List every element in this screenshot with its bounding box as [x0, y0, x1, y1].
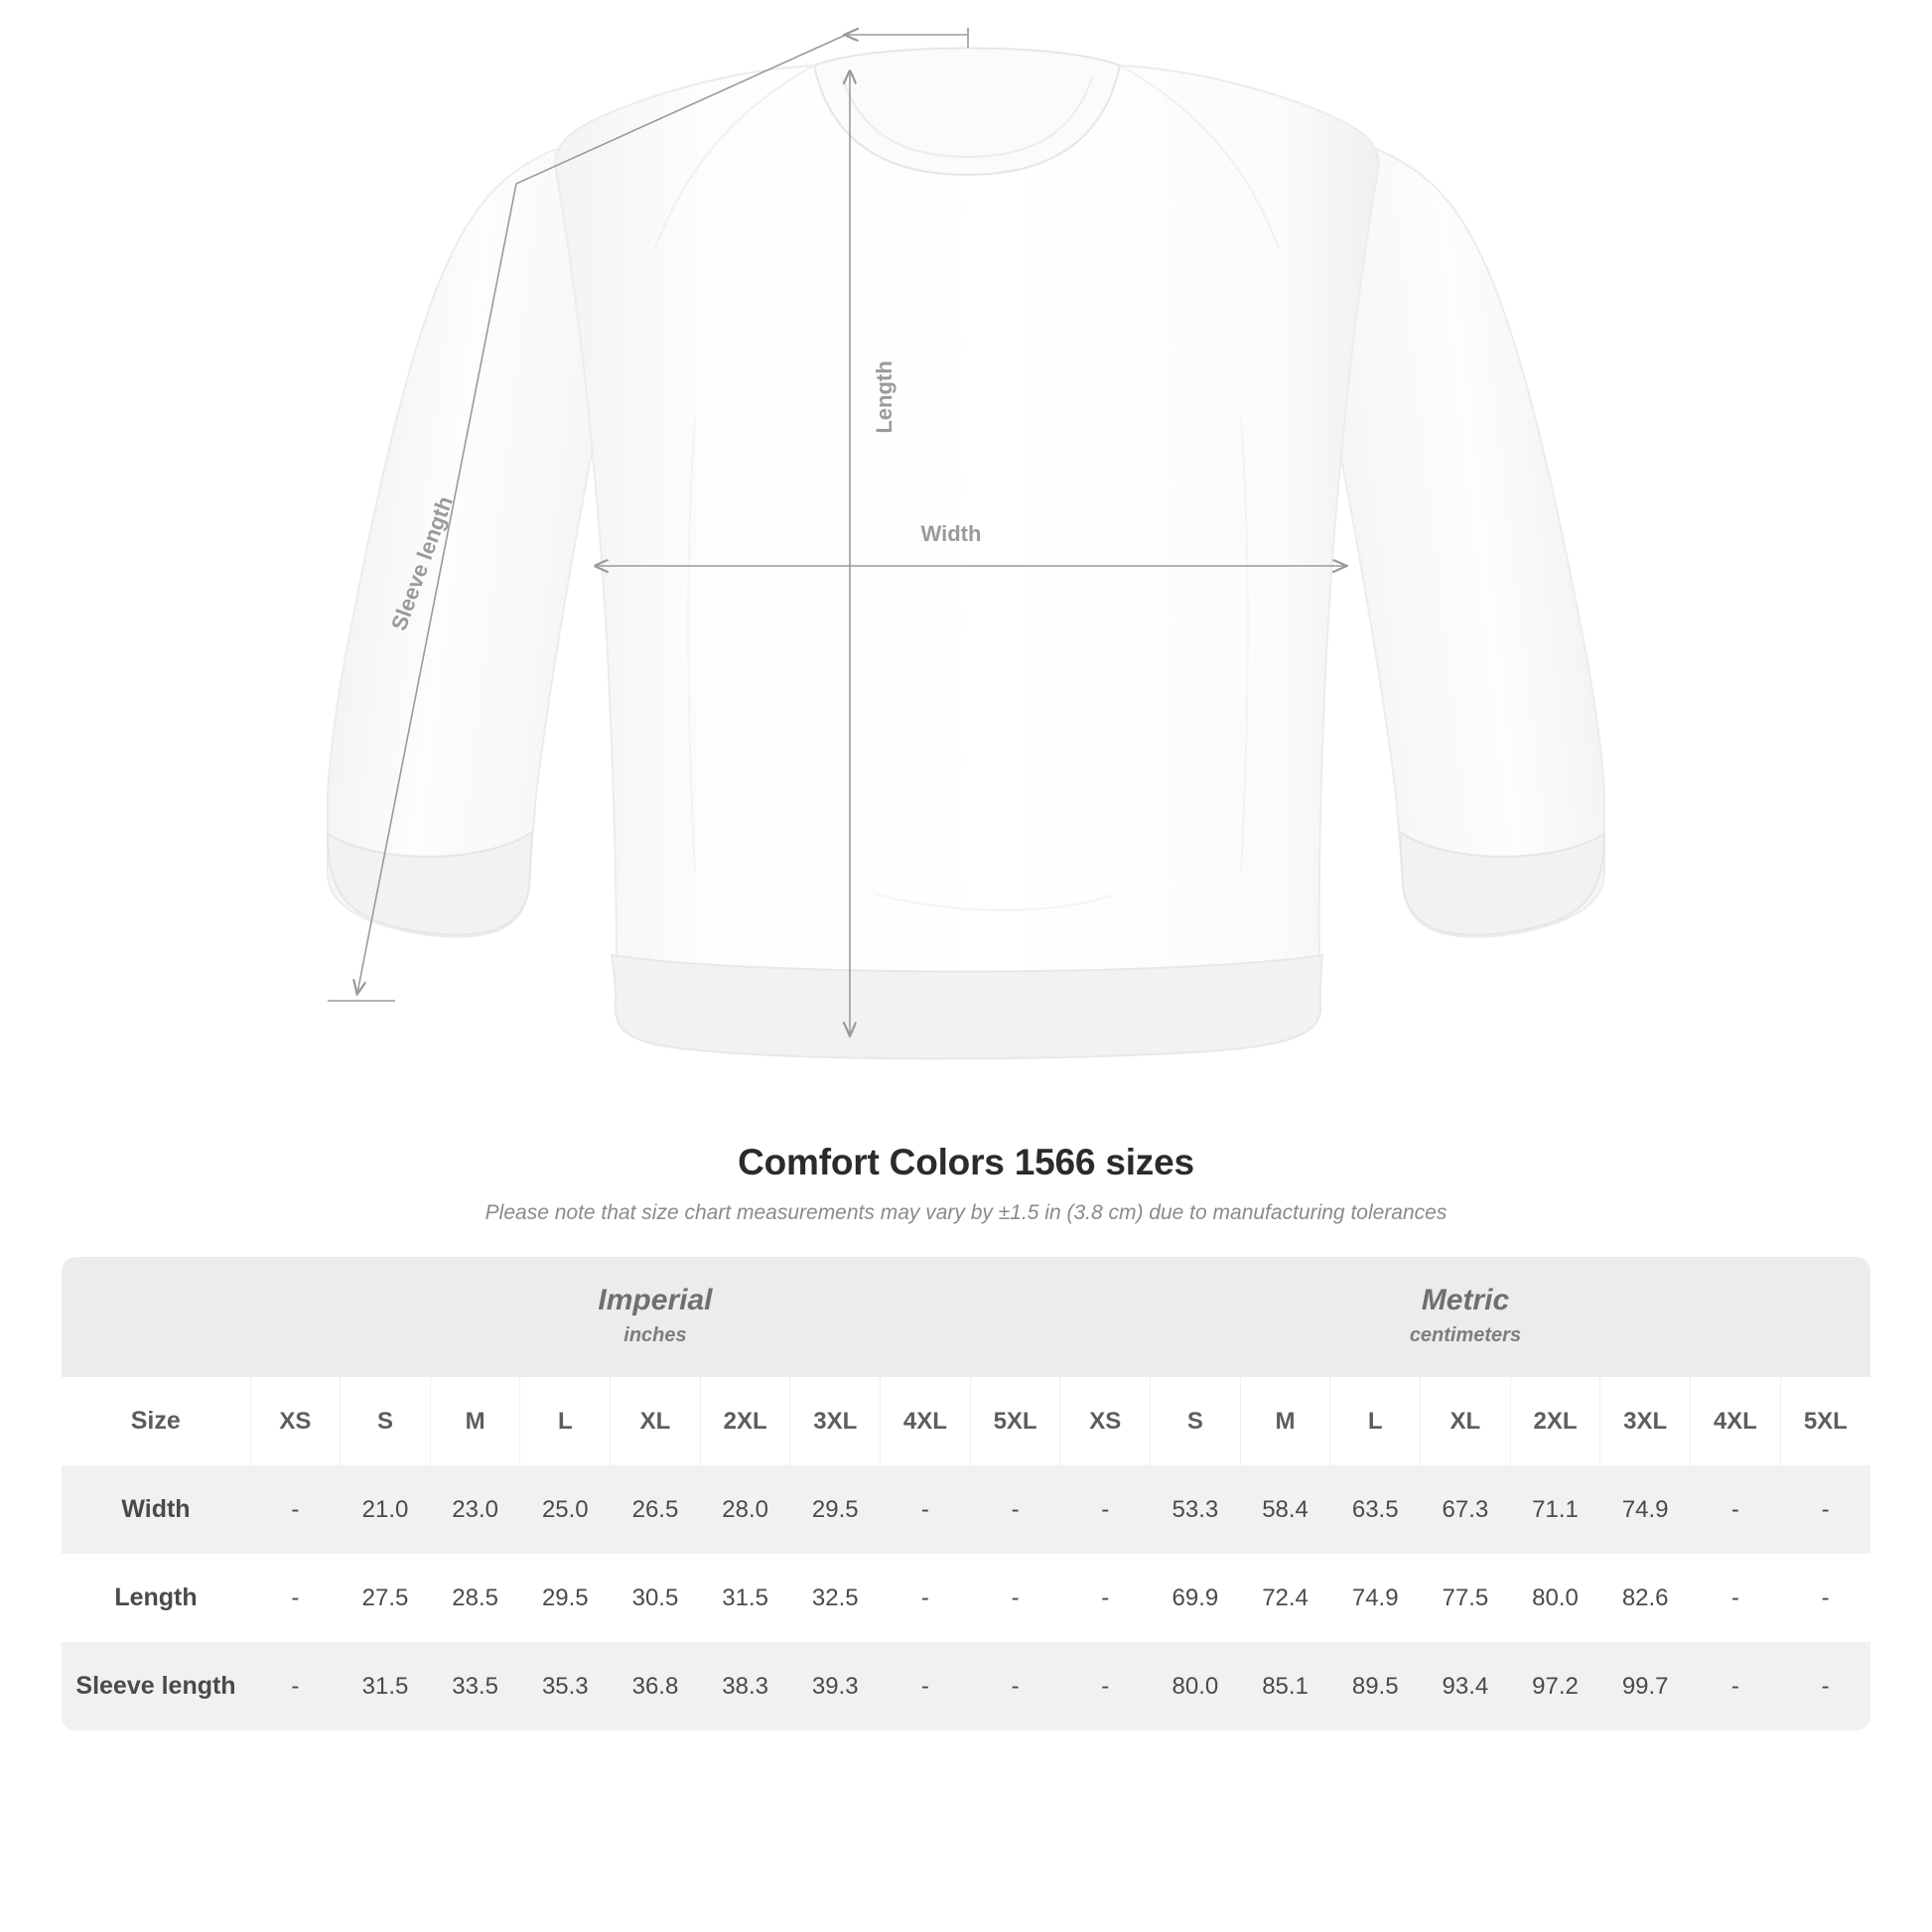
cell-sleeve-17: -: [1780, 1642, 1870, 1730]
table-row: [62, 1465, 1870, 1554]
cell-width-12: 63.5: [1330, 1465, 1421, 1554]
size-header-row: [62, 1377, 1870, 1465]
cell-width-9: -: [1060, 1465, 1151, 1554]
cell-width-4: 26.5: [611, 1465, 701, 1554]
tolerance-note: Please note that size chart measurements may vary by ±1.5 in (3.8 cm) due to manufacturing tolerances: [484, 1201, 1448, 1224]
cell-sleeve-8: -: [970, 1642, 1060, 1730]
cell-length-6: 32.5: [790, 1554, 881, 1642]
cell-sleeve-2: 33.5: [430, 1642, 520, 1730]
size-header-3xl-imperial: 3XL: [790, 1377, 881, 1465]
cell-width-0: -: [250, 1465, 341, 1554]
sweatshirt-graphic: [328, 49, 1604, 1059]
cell-length-14: 80.0: [1510, 1554, 1600, 1642]
cell-length-8: -: [970, 1554, 1060, 1642]
size-table: [62, 1257, 1870, 1730]
cell-sleeve-13: 93.4: [1421, 1642, 1511, 1730]
cell-width-7: -: [881, 1465, 971, 1554]
cell-length-1: 27.5: [341, 1554, 431, 1642]
size-table-wrapper: [62, 1257, 1870, 1730]
length-label: Length: [872, 360, 897, 434]
cell-sleeve-14: 97.2: [1510, 1642, 1600, 1730]
cell-sleeve-6: 39.3: [790, 1642, 881, 1730]
cell-length-7: -: [881, 1554, 971, 1642]
size-header-4xl-imperial: 4XL: [881, 1377, 971, 1465]
unit-group-metric-name: Metric: [1421, 1284, 1510, 1316]
cell-sleeve-5: 38.3: [700, 1642, 790, 1730]
cell-length-10: 69.9: [1151, 1554, 1241, 1642]
cell-sleeve-11: 85.1: [1240, 1642, 1330, 1730]
table-row: [62, 1554, 1870, 1642]
row-label-sleeve-length: Sleeve length: [62, 1642, 250, 1730]
size-header-xl-metric: XL: [1421, 1377, 1511, 1465]
unit-corner-cell: [62, 1257, 250, 1377]
unit-group-metric-sub: centimeters: [1409, 1324, 1522, 1346]
cell-length-16: -: [1691, 1554, 1781, 1642]
cell-sleeve-1: 31.5: [341, 1642, 431, 1730]
cell-width-11: 58.4: [1240, 1465, 1330, 1554]
cell-width-3: 25.0: [520, 1465, 611, 1554]
cell-length-3: 29.5: [520, 1554, 611, 1642]
cell-width-5: 28.0: [700, 1465, 790, 1554]
cell-width-16: -: [1691, 1465, 1781, 1554]
cell-width-13: 67.3: [1421, 1465, 1511, 1554]
cell-length-9: -: [1060, 1554, 1151, 1642]
size-header-m-imperial: M: [430, 1377, 520, 1465]
row-label-width: Width: [62, 1465, 250, 1554]
size-header-xs-metric: XS: [1060, 1377, 1151, 1465]
unit-group-metric: [1060, 1257, 1870, 1377]
cell-length-0: -: [250, 1554, 341, 1642]
cell-width-15: 74.9: [1600, 1465, 1691, 1554]
cell-sleeve-7: -: [881, 1642, 971, 1730]
size-header-2xl-metric: 2XL: [1510, 1377, 1600, 1465]
table-row: [62, 1642, 1870, 1730]
size-header-label: Size: [62, 1377, 250, 1465]
cell-sleeve-10: 80.0: [1151, 1642, 1241, 1730]
size-header-l-imperial: L: [520, 1377, 611, 1465]
width-label: Width: [920, 521, 982, 546]
sleeve-length-label: Sleeve length: [385, 492, 458, 634]
cell-length-2: 28.5: [430, 1554, 520, 1642]
unit-group-imperial-sub: inches: [623, 1324, 687, 1346]
size-header-xl-imperial: XL: [611, 1377, 701, 1465]
cell-sleeve-3: 35.3: [520, 1642, 611, 1730]
cell-length-12: 74.9: [1330, 1554, 1421, 1642]
cell-sleeve-4: 36.8: [611, 1642, 701, 1730]
cell-sleeve-12: 89.5: [1330, 1642, 1421, 1730]
cell-width-6: 29.5: [790, 1465, 881, 1554]
title-block: [0, 1142, 1932, 1225]
size-header-3xl-metric: 3XL: [1600, 1377, 1691, 1465]
row-label-length: Length: [62, 1554, 250, 1642]
size-header-2xl-imperial: 2XL: [700, 1377, 790, 1465]
size-header-5xl-imperial: 5XL: [970, 1377, 1060, 1465]
size-header-l-metric: L: [1330, 1377, 1421, 1465]
cell-width-17: -: [1780, 1465, 1870, 1554]
cell-sleeve-16: -: [1691, 1642, 1781, 1730]
unit-group-imperial-name: Imperial: [598, 1284, 713, 1316]
size-header-s-imperial: S: [341, 1377, 431, 1465]
cell-length-13: 77.5: [1421, 1554, 1511, 1642]
cell-sleeve-15: 99.7: [1600, 1642, 1691, 1730]
cell-width-8: -: [970, 1465, 1060, 1554]
cell-width-10: 53.3: [1151, 1465, 1241, 1554]
cell-length-4: 30.5: [611, 1554, 701, 1642]
page-title: Comfort Colors 1566 sizes: [738, 1142, 1194, 1182]
size-header-xs-imperial: XS: [250, 1377, 341, 1465]
unit-group-imperial: [250, 1257, 1060, 1377]
size-header-5xl-metric: 5XL: [1780, 1377, 1870, 1465]
size-header-4xl-metric: 4XL: [1691, 1377, 1781, 1465]
cell-length-11: 72.4: [1240, 1554, 1330, 1642]
size-header-s-metric: S: [1151, 1377, 1241, 1465]
cell-sleeve-9: -: [1060, 1642, 1151, 1730]
cell-sleeve-0: -: [250, 1642, 341, 1730]
size-header-m-metric: M: [1240, 1377, 1330, 1465]
unit-header-row: [62, 1257, 1870, 1377]
cell-width-2: 23.0: [430, 1465, 520, 1554]
cell-length-5: 31.5: [700, 1554, 790, 1642]
cell-width-1: 21.0: [341, 1465, 431, 1554]
cell-length-17: -: [1780, 1554, 1870, 1642]
cell-length-15: 82.6: [1600, 1554, 1691, 1642]
cell-width-14: 71.1: [1510, 1465, 1600, 1554]
